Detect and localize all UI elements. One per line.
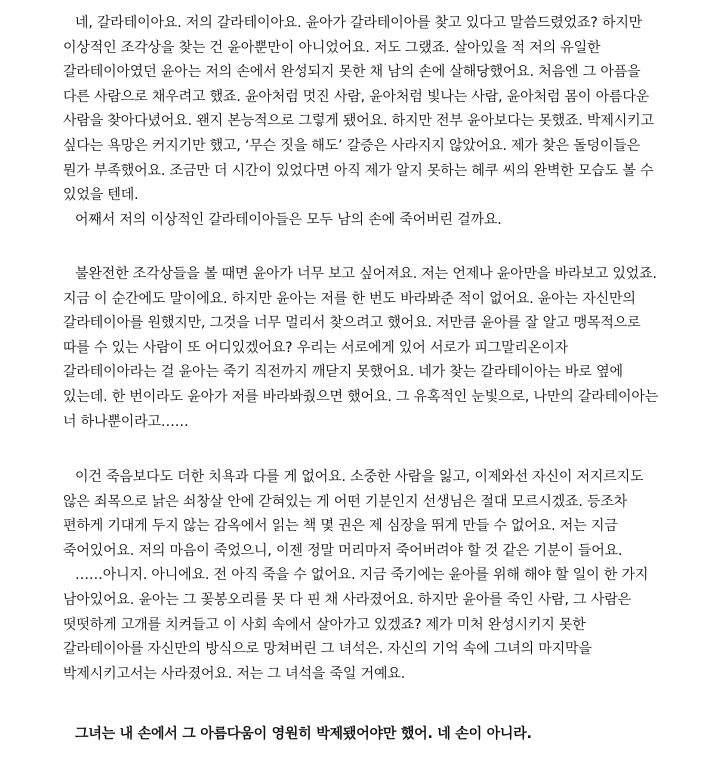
text-line: 따를 수 있는 사람이 또 어디있겠어요? 우리는 서로에게 있어 서로가 피그말리온이자 xyxy=(63,339,568,356)
text-line: 않은 죄목으로 낡은 쇠창살 안에 갇혀있는 게 어떤 기분인지 선생님은 절대 모르시겠죠. 등조차 xyxy=(63,493,628,510)
text-line: 갈라테이아였던 윤아는 저의 손에서 완성되지 못한 채 남의 손에 살해당했어요. 처음엔 그 아픔을 xyxy=(63,64,641,81)
text-line: 남아있어요. 윤아는 그 꽃봉오리를 못 다 핀 채 사라졌어요. 하지만 윤아를 죽인 사람, 그 사람은 xyxy=(63,591,631,608)
closing-line: 그녀는 내 손에서 그 아름다움이 영원히 박제됐어야만 했어. 네 손이 아니라. xyxy=(75,726,532,742)
text-line: 이건 죽음보다도 더한 치욕과 다를 게 없어요. 소중한 사람을 잃고, 이제와선 자신이 저지르지도 xyxy=(75,469,644,485)
text-line: 갈라테이아라는 걸 윤아는 죽기 직전까지 깨닫지 못했어요. 네가 찾는 갈라테이아는 바로 옆에 xyxy=(63,364,623,381)
text-line: 갈라테이아를 원했지만, 그것을 너무 멀리서 찾으려고 했어요. 저만큼 윤아를 잘 알고 맹목적으로 xyxy=(63,315,641,332)
text-line: 지금 이 순간에도 말이에요. 하지만 윤아는 저를 한 번도 바라봐준 적이 없어요. 윤아는 자신만의 xyxy=(63,290,636,307)
text-line: 떳떳하게 고개를 치켜들고 이 사회 속에서 살아가고 있겠죠? 제가 미처 완성시키지 못한 xyxy=(63,616,586,633)
text-line: 뭔가 부족했어요. 조금만 더 시간이 있었다면 아직 제가 알지 못하는 헤쿠 씨의 완벽한 모습도 볼 수 xyxy=(63,162,654,179)
paragraph-3 xyxy=(63,465,703,686)
text-line: 사람을 찾아다녔어요. 왠지 본능적으로 그렇게 됐어요. 하지만 전부 윤아보다는 못했죠. 박제시키고 xyxy=(63,113,654,130)
text-line: 불완전한 조각상들을 볼 때면 윤아가 너무 보고 싶어져요. 저는 언제나 윤아만을 바라보고 있었죠. xyxy=(75,266,657,282)
text-line: 네, 갈라테이아요. 저의 갈라테이아요. 윤아가 갈라테이아를 찾고 있다고 말씀드렸었죠? 하지만 xyxy=(75,15,643,31)
paragraph-2 xyxy=(63,262,703,434)
text-line: 너 하나뿐이라고…… xyxy=(63,413,189,430)
text-line: 있는데. 한 번이라도 윤아가 저를 바라봐줬으면 했어요. 그 유혹적인 눈빛으로, 나만의 갈라테이아는 xyxy=(63,388,659,405)
text-line: 싶다는 욕망은 커지기만 했고, ‘무슨 짓을 해도’ 갈증은 사라지지 않았어요. 제가 찾은 돌덩이들은 xyxy=(63,137,641,154)
text-line: 있었을 텐데. xyxy=(63,187,139,204)
text-line: 다른 사람으로 채우려고 했죠. 윤아처럼 멋진 사람, 윤아처럼 빛나는 사람, 윤아처럼 몸이 아름다운 xyxy=(63,88,650,105)
text-line: 이상적인 조각상을 찾는 건 윤아뿐만이 아니었어요. 저도 그랬죠. 살아있을 적 저의 유일한 xyxy=(63,39,601,56)
paragraph-1 xyxy=(63,11,703,232)
text-line: 죽어있어요. 저의 마음이 죽었으니, 이젠 정말 머리마저 죽어버려야 할 것 같은 기분이 들어요. xyxy=(63,542,623,559)
text-line: 박제시키고서는 사라졌어요. 저는 그 녀석을 죽일 거예요. xyxy=(63,665,406,682)
text-line: ……아니지. 아니에요. 전 아직 죽을 수 없어요. 지금 죽기에는 윤아를 위해 해야 할 일이 한 가지 xyxy=(75,567,649,584)
text-line: 갈라테이아를 자신만의 방식으로 망쳐버린 그 녀석은. 자신의 기억 속에 그녀의 마지막을 xyxy=(63,641,592,658)
text-line: 편하게 기대게 두지 않는 감옥에서 읽는 책 몇 권은 제 심장을 뛰게 만들 수 없어요. 저는 지금 xyxy=(63,518,618,535)
text-line: 어째서 저의 이상적인 갈라테이아들은 모두 남의 손에 죽어버린 걸까요. xyxy=(75,211,502,228)
